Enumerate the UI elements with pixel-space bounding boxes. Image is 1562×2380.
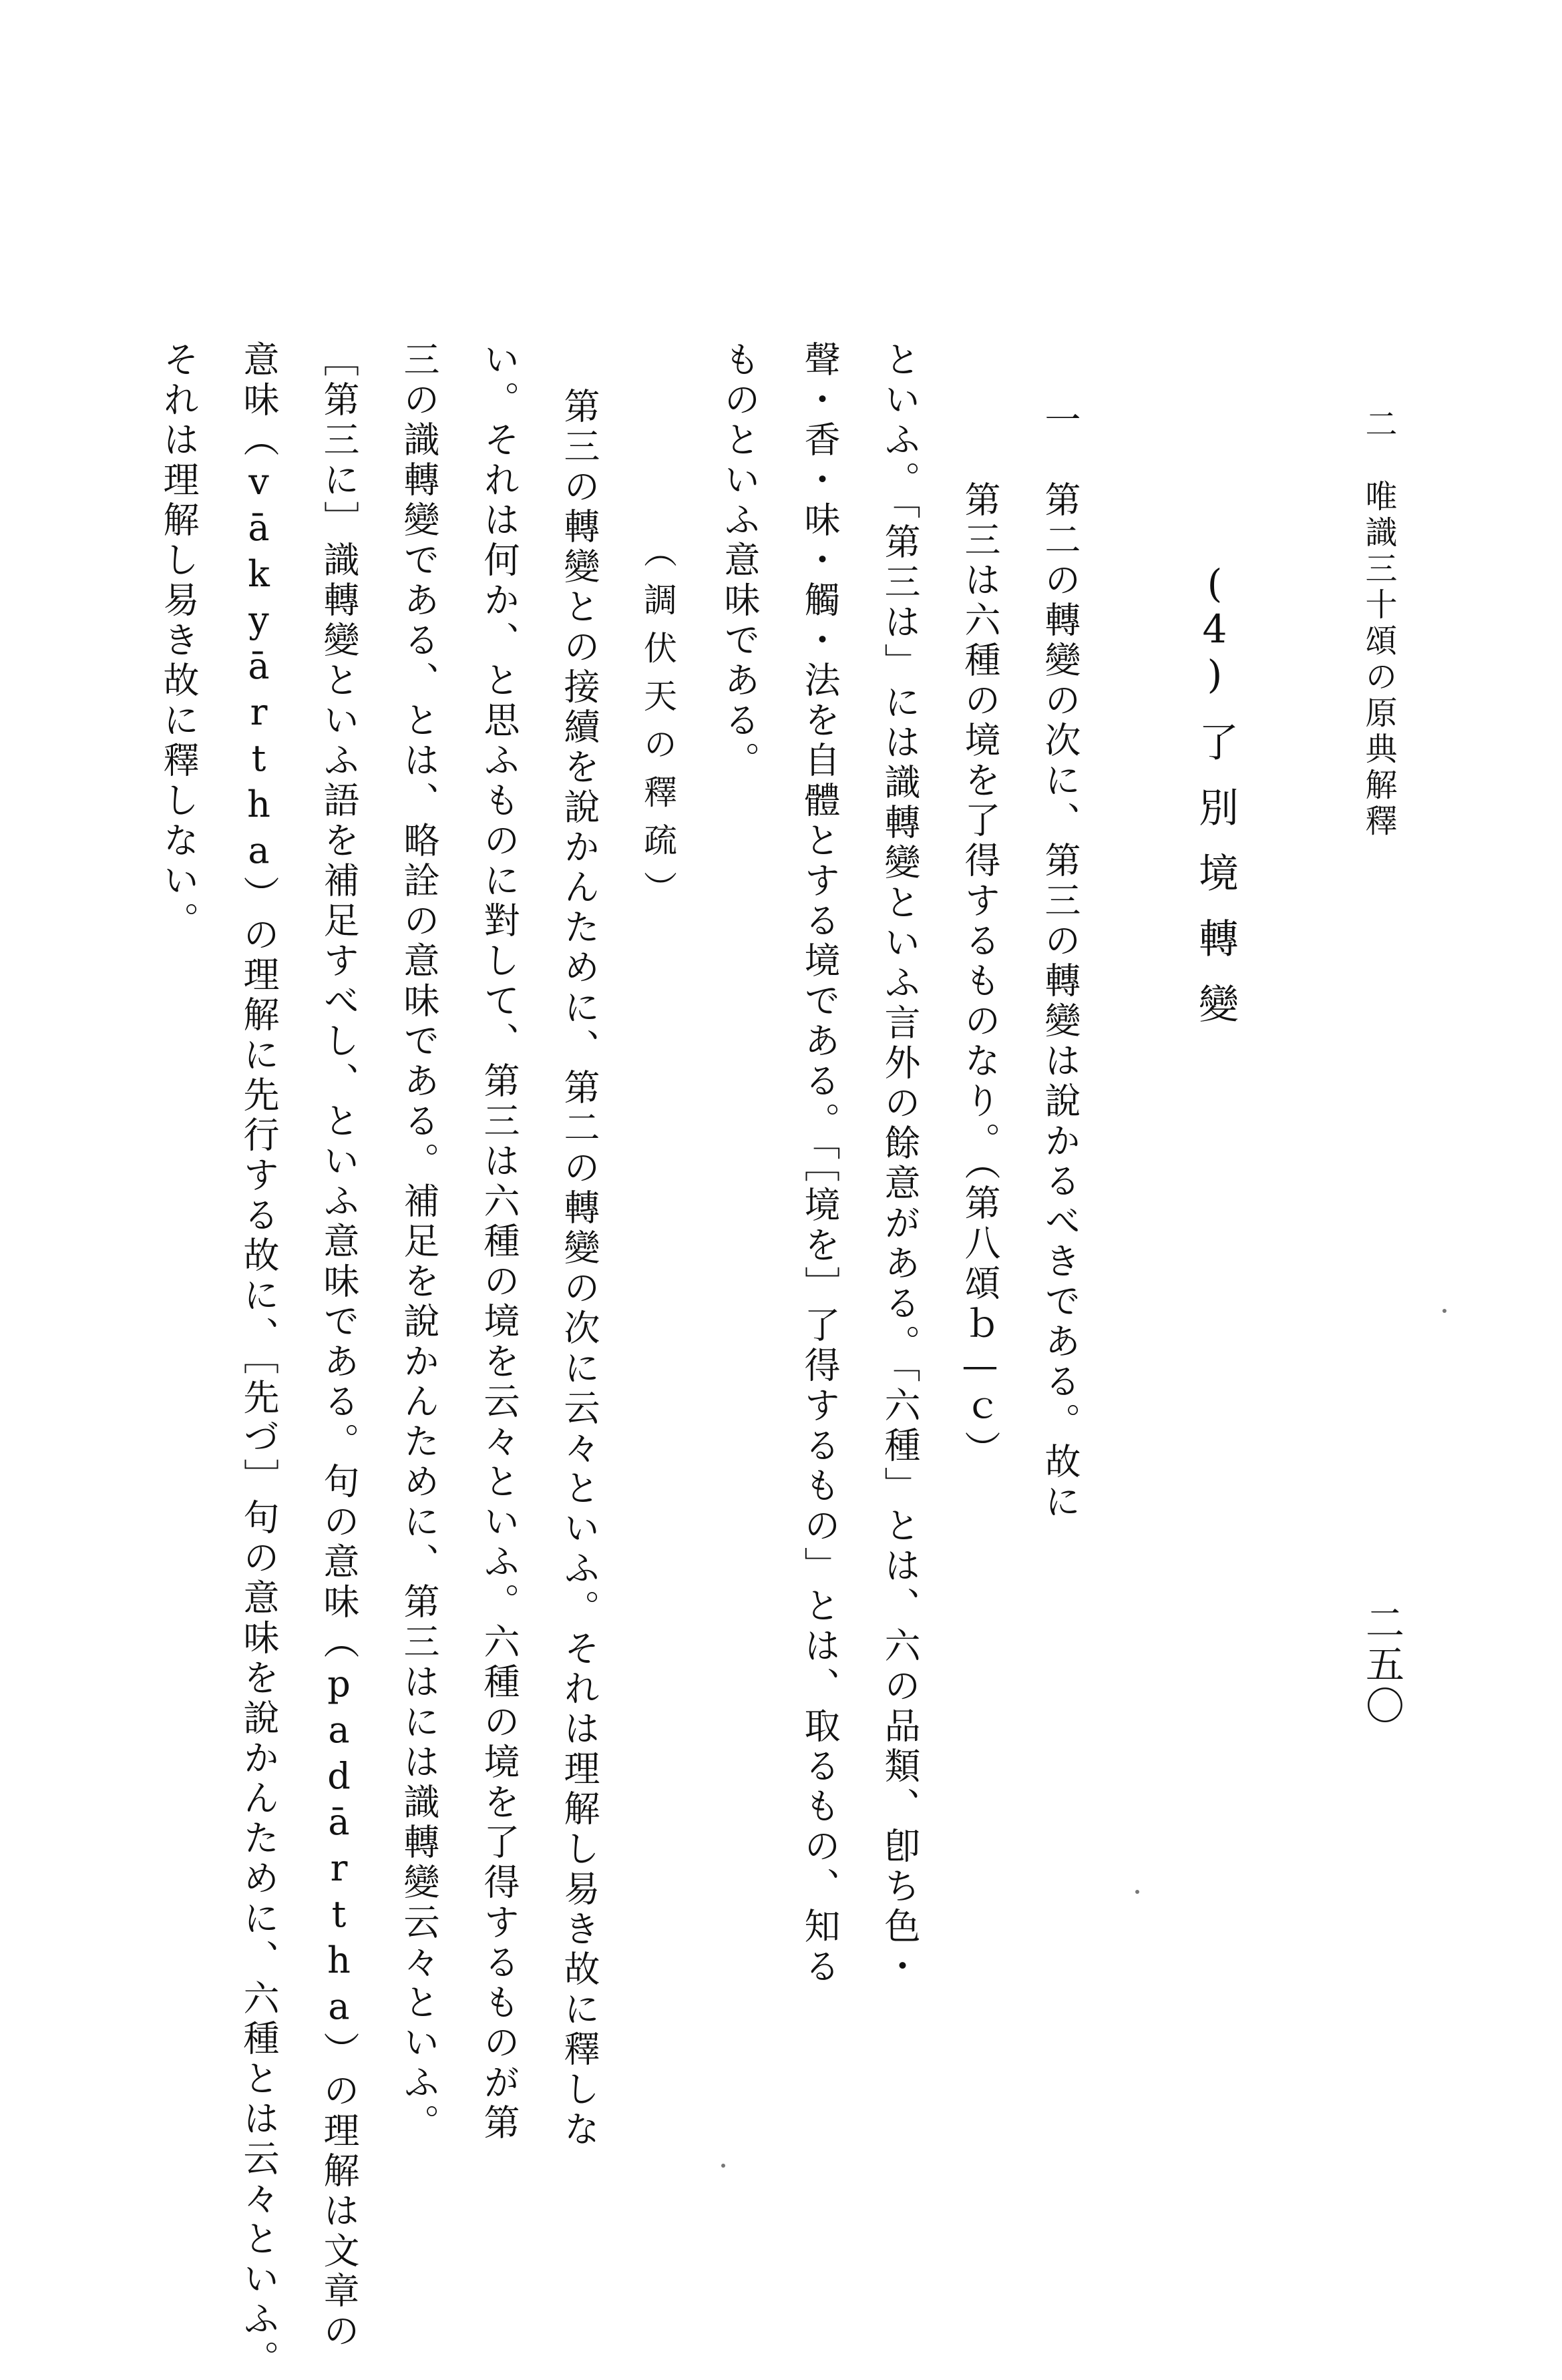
- running-header-title: 二 唯識三十頌の原典解釋: [1360, 407, 1397, 840]
- commentary-line: ［第三に］識轉變といふ語を補足すべし、といふ意味である。句の意味（padārtha）の理解は文章の: [318, 341, 360, 2352]
- section-number: (4): [1192, 561, 1237, 697]
- scan-speck: [721, 2164, 725, 2168]
- commentary-line: い。それは何か、と思ふものに對して、第三は六種の境を云々といふ。六種の境を了得するものが第: [478, 341, 520, 2144]
- text-line: といふ。「第三は」には識轉變といふ言外の餘意がある。「六種」とは、六の品類、卽ち色・: [879, 341, 921, 1987]
- commentary-line: 三の識轉變である、とは、略詮の意味である。補足を說かんために、第三はには識轉變云々といふ。: [398, 341, 440, 2144]
- section-title: 了別境轉變: [1192, 721, 1239, 1048]
- page-number: 二五〇: [1359, 1603, 1404, 1727]
- text-line: 一 第二の轉變の次に、第三の轉變は說かるべきである。故に: [1039, 401, 1081, 1523]
- commentary-heading: （調伏天の釋疏）: [638, 534, 677, 919]
- commentary-line: 意味（vākyārtha）の理解に先行する故に、［先づ］句の意味を說かんために、六種とは云々といふ。: [238, 341, 280, 2380]
- text-line: 聲・香・味・觸・法を自體とする境である。「［境を］了得するもの」とは、取るもの、知る: [799, 341, 841, 1987]
- commentary-line: 第三の轉變との接續を說かんために、第二の轉變の次に云々といふ。それは理解し易き故に釋しな: [558, 387, 600, 2150]
- text-line: 第三は六種の境を了得するものなり。（第八頌ｂ—ｃ）: [959, 481, 1001, 1470]
- scan-speck: [1442, 1309, 1446, 1313]
- commentary-line: それは理解し易き故に釋しない。: [158, 341, 200, 942]
- scan-speck: [1135, 1890, 1139, 1894]
- text-line: ものといふ意味である。: [719, 341, 761, 781]
